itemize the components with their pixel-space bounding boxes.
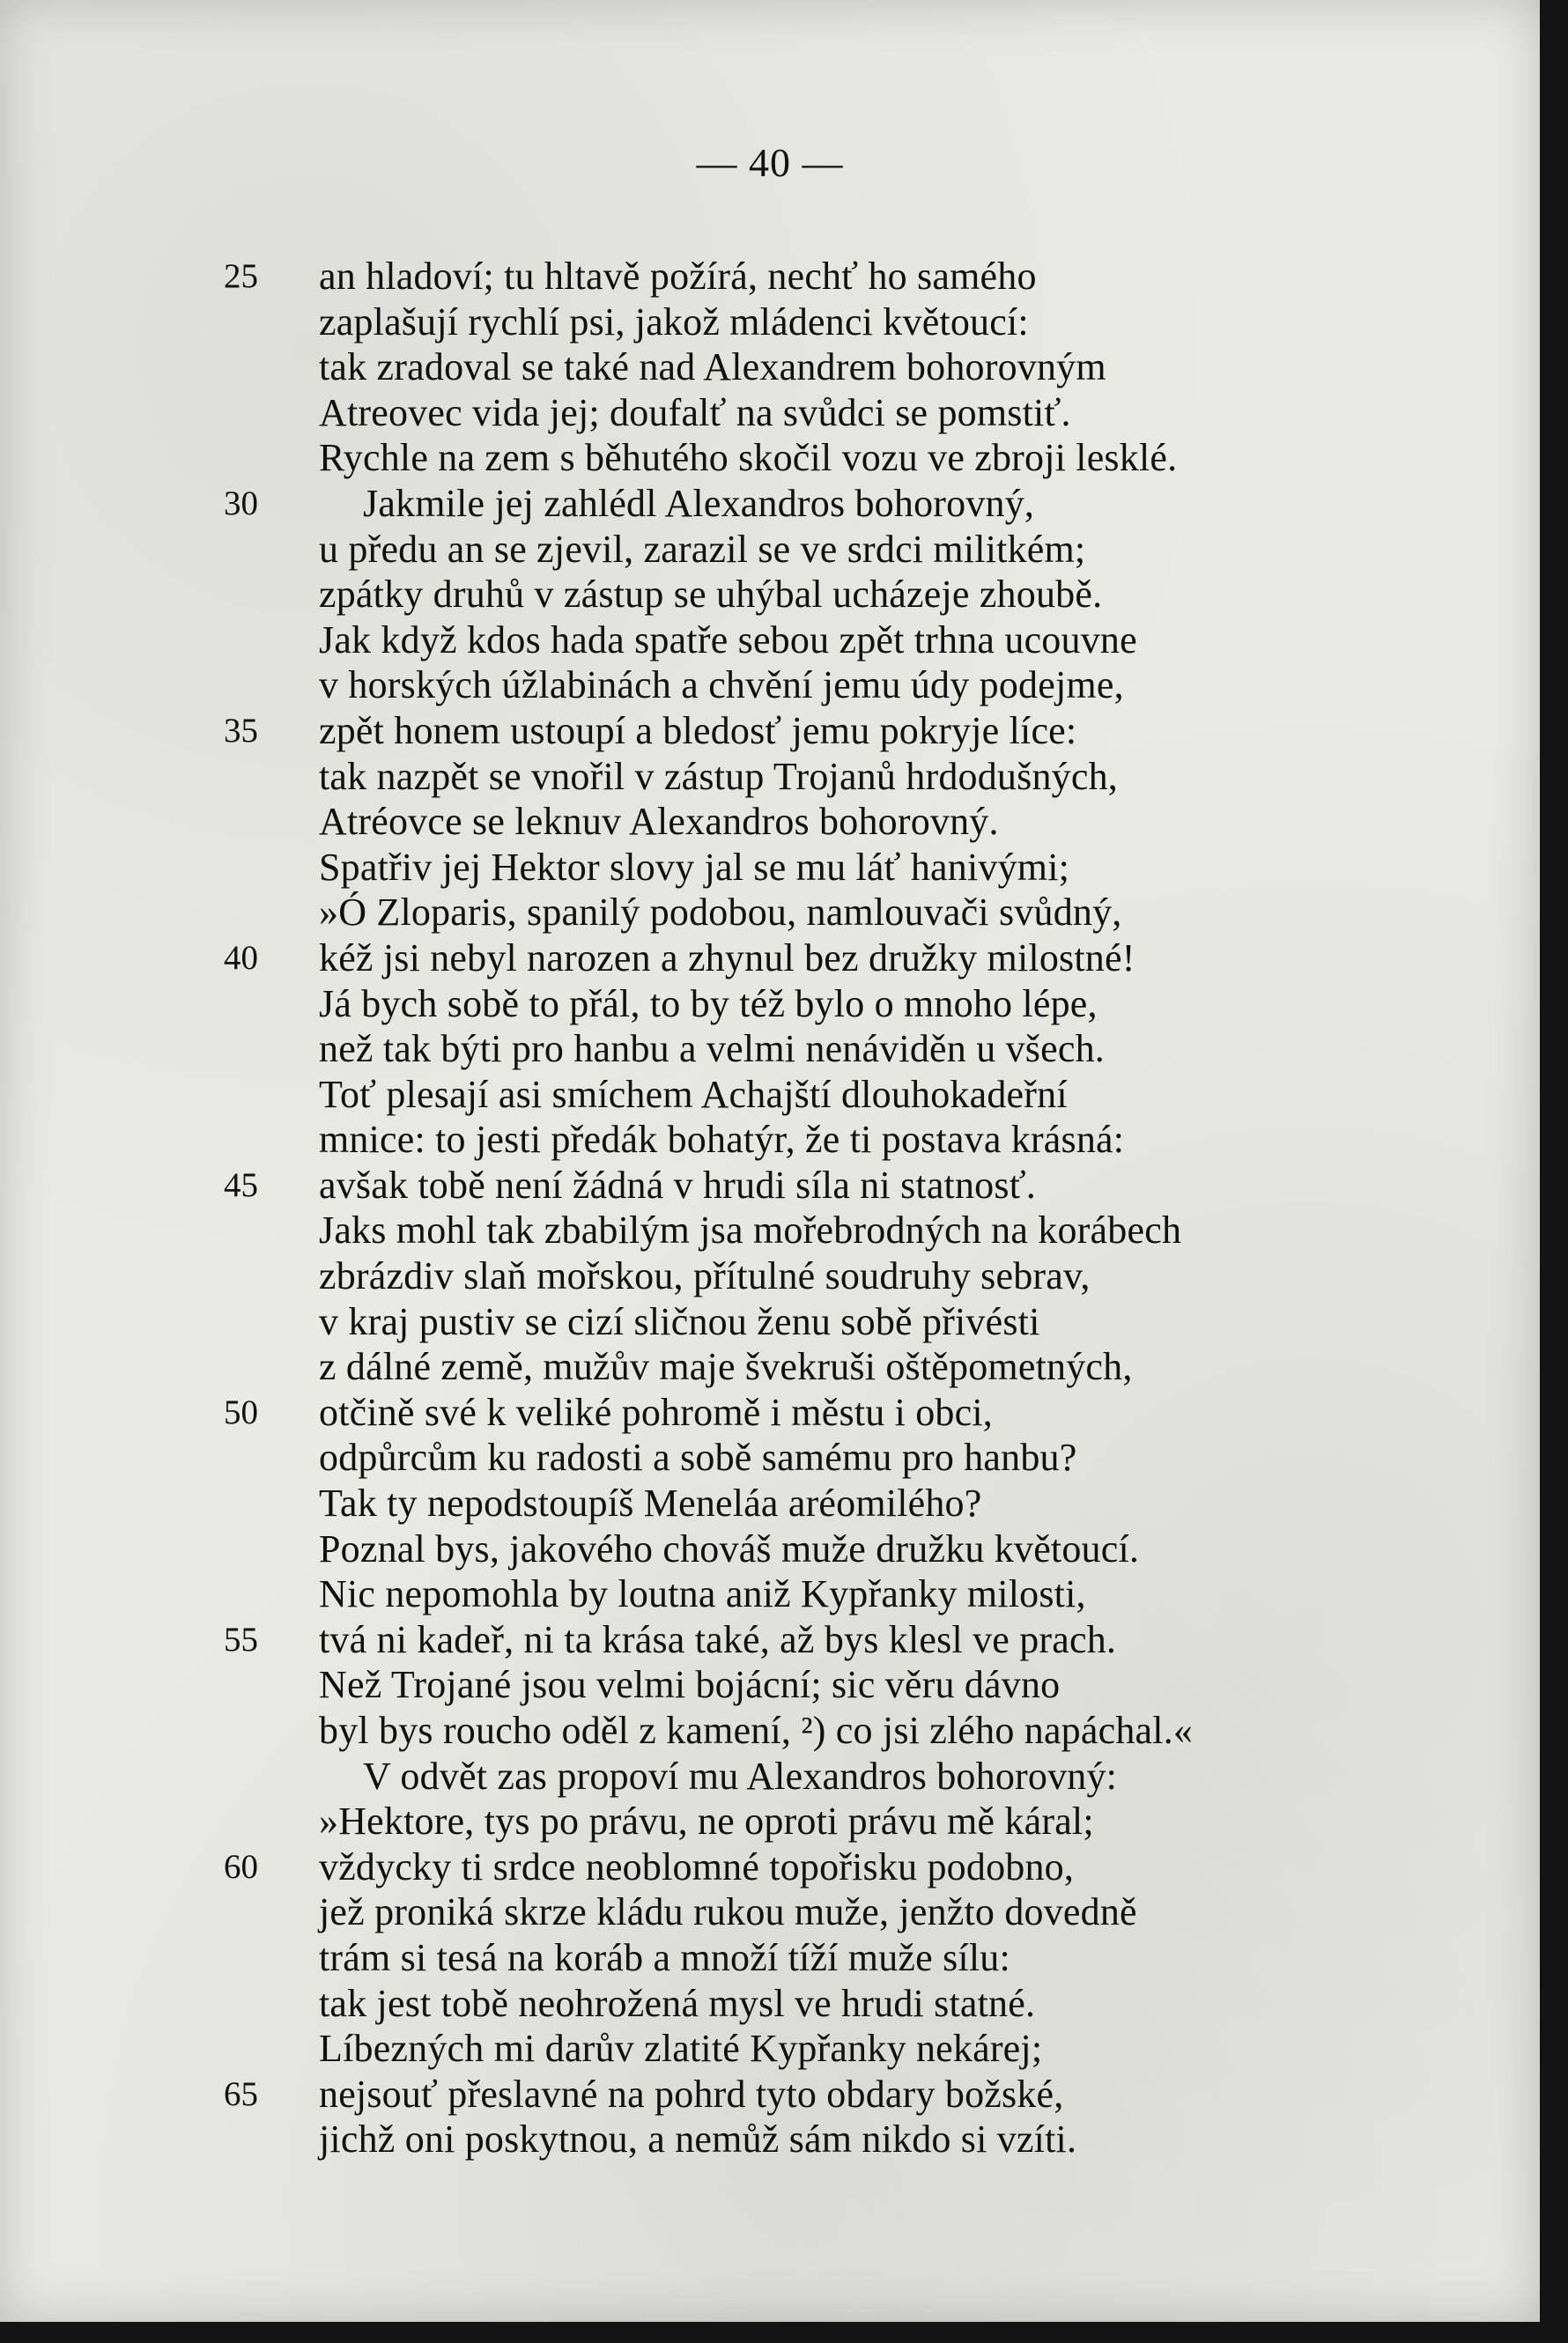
line-text: jež proniká skrze kládu rukou muže, jenžto dovedně [319, 1890, 1137, 1934]
poem-line [0, 1072, 1540, 1118]
line-text: Jak když kdos hada spatře sebou zpět trhna ucouvne [319, 617, 1137, 662]
poem-line [0, 845, 1540, 891]
poem-line [0, 617, 1540, 663]
scan-edge-right [1540, 0, 1568, 2343]
line-text: Poznal bys, jakového chováš muže družku květoucí. [319, 1526, 1140, 1571]
poem-line [0, 2117, 1540, 2162]
line-text: v kraj pustiv se cizí sličnou ženu sobě přivésti [319, 1299, 1040, 1343]
poem-line [0, 572, 1540, 617]
poem-line [0, 481, 1540, 527]
poem-line [0, 299, 1540, 345]
line-text: »Ó Zloparis, spanilý podobou, namlouvači svůdný, [319, 891, 1122, 935]
poem-line [0, 527, 1540, 573]
poem-line [0, 662, 1540, 708]
poem-line [0, 1799, 1540, 1844]
line-text: zpět honem ustoupí a bledosť jemu pokryje líce: [319, 708, 1077, 752]
line-number: 45 [224, 1165, 258, 1204]
poem-line [0, 2026, 1540, 2072]
line-number: 30 [224, 484, 258, 522]
poem-line [0, 1662, 1540, 1708]
line-text: jichž oni poskytnou, a nemůž sám nikdo si vzíti. [319, 2118, 1077, 2162]
poem-line [0, 1844, 1540, 1890]
line-text: Nic nepomohla by loutna aniž Kypřanky milosti, [319, 1572, 1086, 1616]
line-text: Jakmile jej zahlédl Alexandros bohorovný, [363, 481, 1035, 525]
poem-line [0, 344, 1540, 390]
poem-line [0, 1754, 1540, 1800]
line-text: Atréovce se leknuv Alexandros bohorovný. [319, 800, 999, 844]
poem-line [0, 390, 1540, 436]
line-text: zaplašují rychlí psi, jakož mládenci květoucí: [319, 299, 1029, 344]
poem-line [0, 1299, 1540, 1345]
line-text: Líbezných mi darův zlatité Kypřanky nekárej; [319, 2027, 1043, 2071]
line-text: mnice: to jesti předák bohatýr, že ti postava krásná: [319, 1118, 1125, 1162]
page-number-header: — 40 — [696, 140, 844, 185]
poem-text-block [0, 254, 1540, 2162]
poem-line [0, 1981, 1540, 2027]
line-text: Než Trojané jsou velmi bojácní; sic věru dávno [319, 1663, 1061, 1707]
line-number: 65 [224, 2074, 258, 2113]
line-text: Jaks mohl tak zbabilým jsa mořebrodných na korábech [319, 1208, 1182, 1253]
poem-line [0, 1163, 1540, 1208]
line-text: Spatřiv jej Hektor slovy jal se mu láť hanivými; [319, 845, 1070, 889]
line-text: V odvět zas propoví mu Alexandros bohorovný: [363, 1754, 1118, 1798]
line-number: 60 [224, 1847, 258, 1886]
poem-line [0, 2072, 1540, 2118]
line-text: otčině své k veliké pohromě i městu i obci, [319, 1390, 993, 1434]
line-text: tak nazpět se vnořil v zástup Trojanů hrdodušných, [319, 754, 1118, 798]
line-text: tak jest tobě neohrožená mysl ve hrudi statné. [319, 1981, 1036, 2025]
poem-line [0, 1935, 1540, 1981]
line-text: byl bys roucho oděl z kamení, ²) co jsi zlého napáchal.« [319, 1709, 1194, 1752]
poem-line [0, 1253, 1540, 1299]
poem-line [0, 1390, 1540, 1436]
poem-line [0, 254, 1540, 299]
poem-line [0, 1435, 1540, 1481]
poem-line [0, 1571, 1540, 1617]
line-text: tak zradoval se také nad Alexandrem bohorovným [319, 345, 1106, 389]
line-text: z dálné země, mužův maje švekruši oštěpometných, [319, 1345, 1133, 1389]
poem-line [0, 1617, 1540, 1663]
line-text: an hladoví; tu hltavě požírá, nechť ho samého [319, 255, 1037, 298]
line-text: nejsouť přeslavné na pohrd tyto obdary božské, [319, 2072, 1064, 2116]
poem-line [0, 981, 1540, 1027]
line-text: vždycky ti srdce neoblomné topořisku podobno, [319, 1844, 1075, 1888]
line-number: 55 [224, 1620, 258, 1659]
line-text: Atreovec vida jej; doufalť na svůdci se pomstiť. [319, 390, 1071, 434]
line-text: kéž jsi nebyl narozen a zhynul bez družky milostné! [319, 935, 1135, 979]
line-text: než tak býti pro hanbu a velmi nenáviděn u všech. [319, 1027, 1105, 1071]
poem-line [0, 1708, 1540, 1754]
poem-line [0, 1117, 1540, 1163]
poem-line [0, 1481, 1540, 1526]
line-text: u předu an se zjevil, zarazil se ve srdci militkém; [319, 527, 1086, 571]
line-text: Tak ty nepodstoupíš Meneláa aréomilého? [319, 1482, 982, 1526]
line-text: avšak tobě není žádná v hrudi síla ni statnosť. [319, 1163, 1036, 1207]
line-number: 35 [224, 711, 258, 750]
poem-line [0, 1889, 1540, 1935]
poem-line [0, 1526, 1540, 1572]
poem-line [0, 1026, 1540, 1072]
line-number: 25 [224, 257, 258, 295]
line-text: Já bych sobě to přál, to by též bylo o mnoho lépe, [319, 981, 1098, 1025]
line-number: 50 [224, 1393, 258, 1431]
line-text: Toť plesají asi smíchem Achajští dlouhokadeřní [319, 1072, 1068, 1116]
line-text: odpůrcům ku radosti a sobě samému pro hanbu? [319, 1436, 1077, 1480]
line-number: 40 [224, 938, 258, 977]
poem-line [0, 890, 1540, 935]
scan-edge-bottom [0, 2322, 1568, 2343]
poem-line [0, 799, 1540, 845]
line-text: v horských úžlabinách a chvění jemu údy podejme, [319, 663, 1124, 707]
poem-line [0, 754, 1540, 800]
line-text: trám si tesá na koráb a množí tíží muže sílu: [319, 1935, 1010, 1979]
poem-line [0, 935, 1540, 981]
poem-line [0, 1344, 1540, 1390]
poem-line [0, 435, 1540, 481]
poem-line [0, 708, 1540, 754]
line-text: tvá ni kadeř, ni ta krása také, až bys klesl ve prach. [319, 1617, 1117, 1661]
line-text: zpátky druhů v zástup se uhýbal ucházeje zhoubě. [319, 573, 1103, 617]
poem-line [0, 1208, 1540, 1253]
line-text: Rychle na zem s běhutého skočil vozu ve zbroji lesklé. [319, 436, 1178, 480]
line-text: »Hektore, tys po právu, ne oproti právu mě káral; [319, 1800, 1094, 1844]
line-text: zbrázdiv slaň mořskou, přítulné soudruhy sebrav, [319, 1254, 1091, 1298]
